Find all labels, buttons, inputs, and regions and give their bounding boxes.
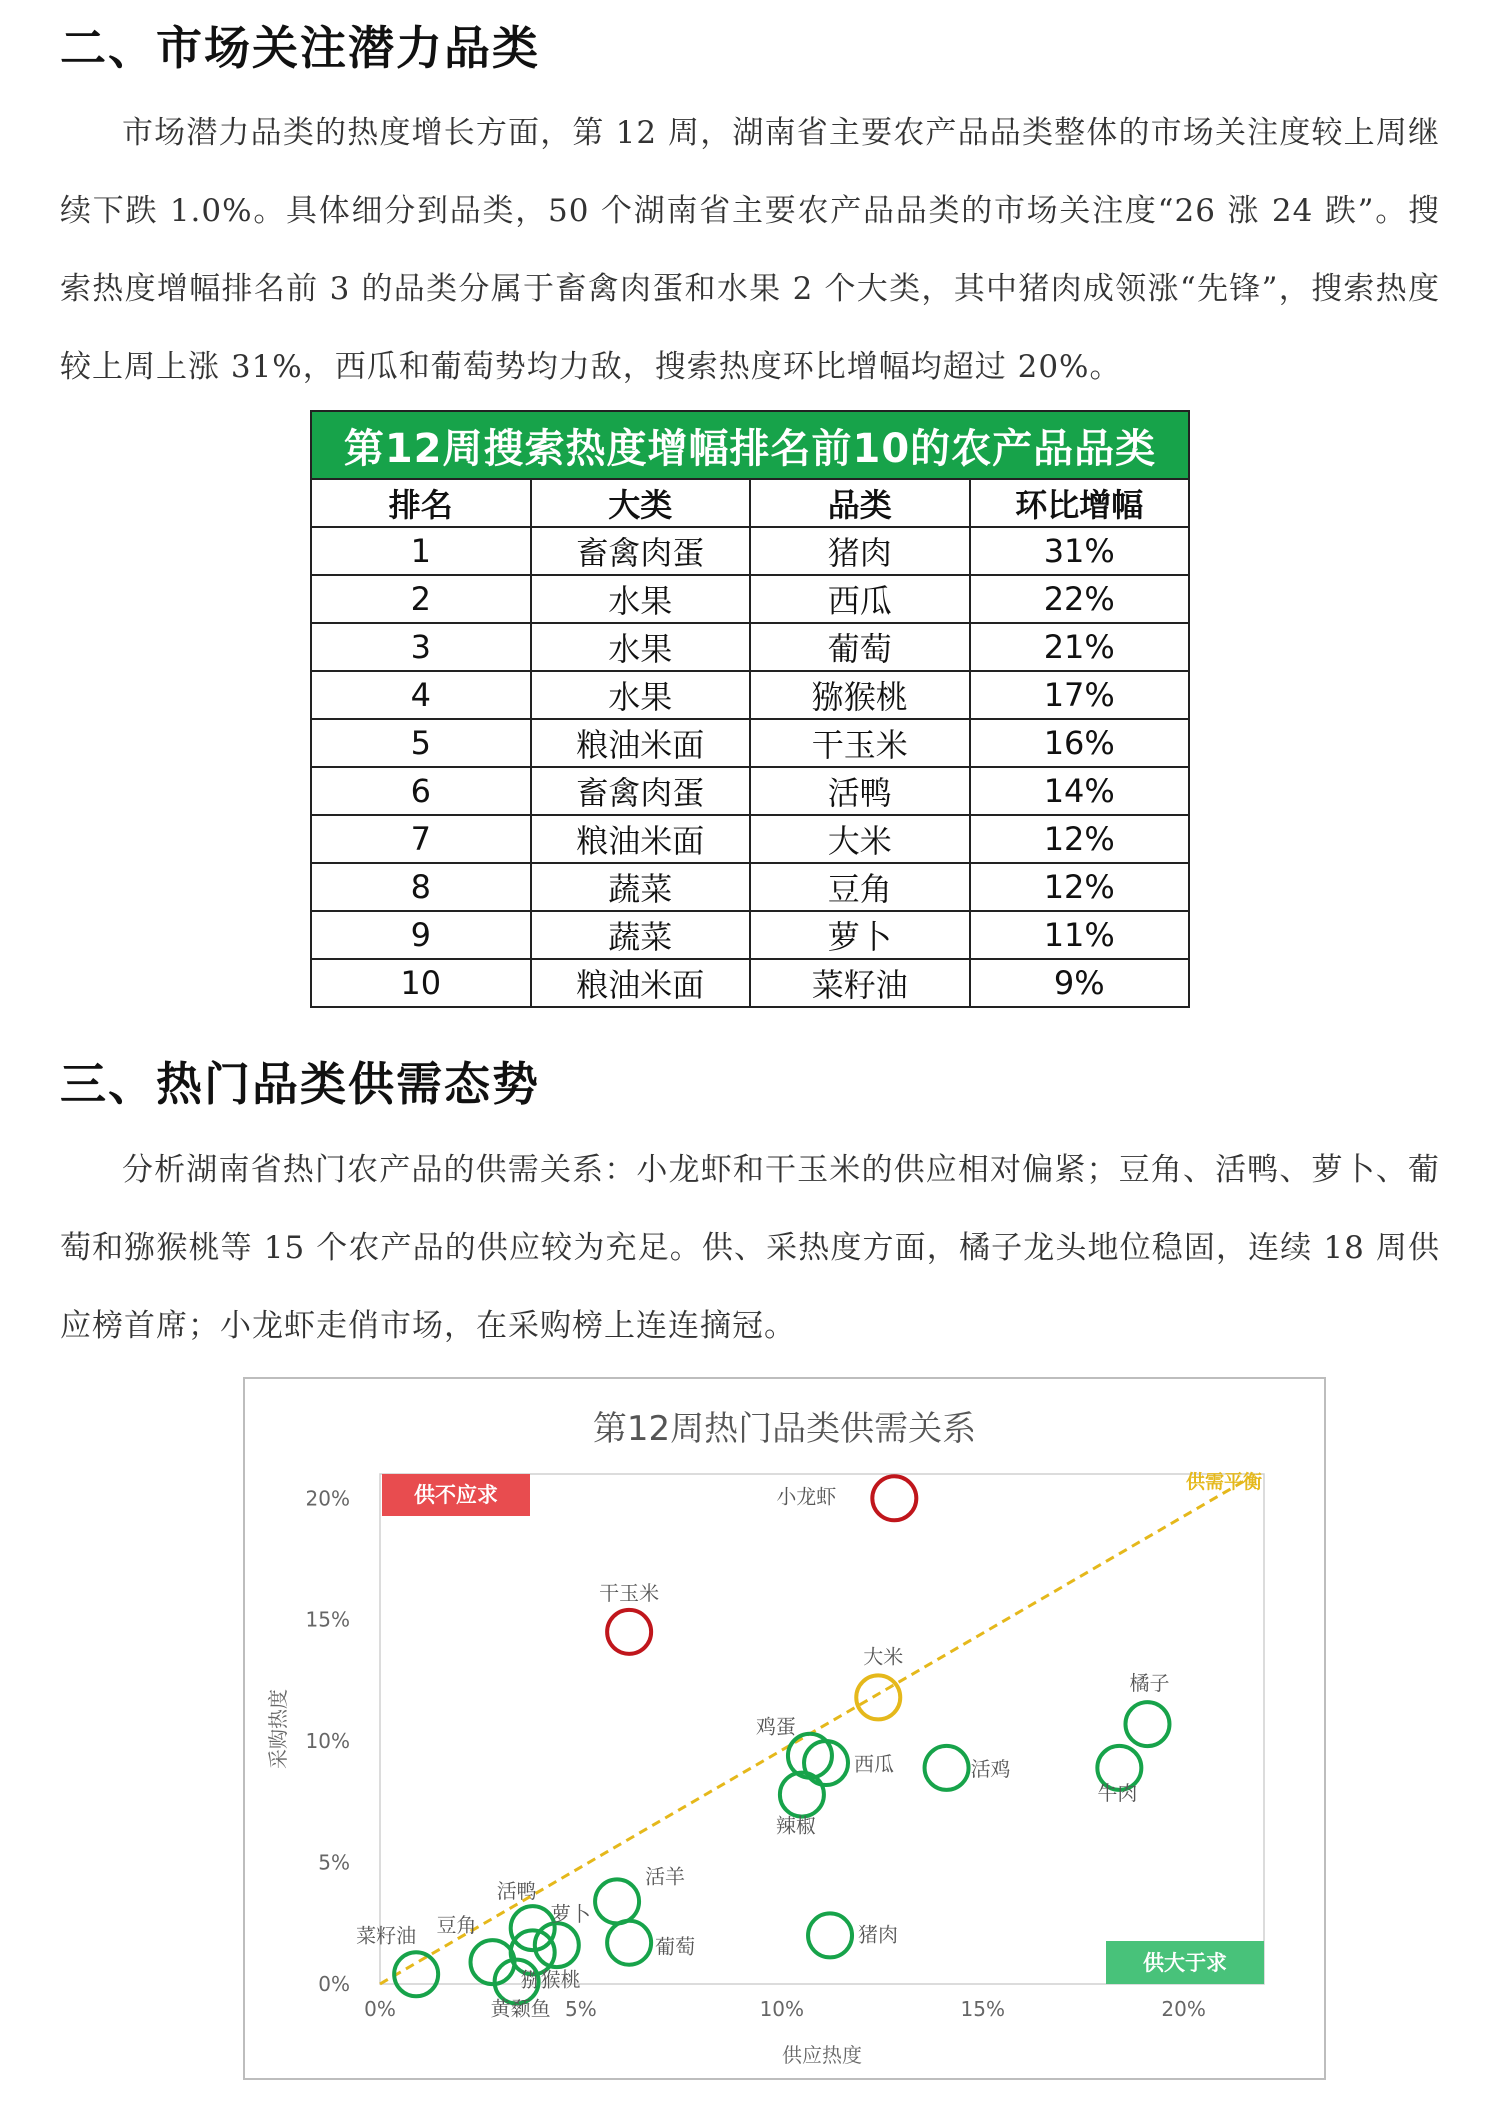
- table-header-row: [311, 479, 1189, 527]
- category-cell: 畜禽肉蛋: [531, 767, 751, 815]
- growth-cell: 21%: [970, 623, 1190, 671]
- point-marker: [535, 1923, 579, 1967]
- rank-cell: 7: [311, 815, 531, 863]
- point-label: 小龙虾: [776, 1484, 837, 1509]
- header-item: 品类: [750, 479, 970, 527]
- table-row: [311, 863, 1189, 911]
- table-row: [311, 959, 1189, 1007]
- item-cell: 葡萄: [750, 623, 970, 671]
- item-cell: 猪肉: [750, 527, 970, 575]
- header-category: 大类: [531, 479, 751, 527]
- category-cell: 蔬菜: [531, 863, 751, 911]
- growth-cell: 14%: [970, 767, 1190, 815]
- rank-cell: 4: [311, 671, 531, 719]
- table-row: [311, 671, 1189, 719]
- table-row: [311, 911, 1189, 959]
- point-marker: [780, 1773, 824, 1817]
- point-label: 干玉米: [599, 1580, 660, 1605]
- growth-cell: 22%: [970, 575, 1190, 623]
- growth-cell: 31%: [970, 527, 1190, 575]
- x-tick-label: 20%: [1161, 1997, 1206, 2021]
- y-tick-label: 10%: [305, 1729, 350, 1754]
- surplus-label: 供大于求: [1143, 1951, 1227, 1975]
- section-3-paragraph: 分析湖南省热门农产品的供需关系：小龙虾和干玉米的供应相对偏紧；豆角、活鸭、萝卜、葡萄和猕猴桃等 15 个农产品的供应较为充足。供、采热度方面，橘子龙头地位稳固，连续 18 周供应榜首席；小龙虾走俏市场，在采购榜上连连摘冠。: [60, 1152, 1440, 1344]
- point-label: 豆角: [436, 1913, 477, 1938]
- category-cell: 粮油米面: [531, 815, 751, 863]
- category-cell: 蔬菜: [531, 911, 751, 959]
- point-label: 萝卜: [550, 1902, 591, 1927]
- item-cell: 大米: [750, 815, 970, 863]
- growth-cell: 9%: [970, 959, 1190, 1007]
- table-row: [311, 767, 1189, 815]
- point-label: 辣椒: [775, 1813, 816, 1838]
- category-cell: 畜禽肉蛋: [531, 527, 751, 575]
- rank-cell: 5: [311, 719, 531, 767]
- point-label: 西瓜: [854, 1752, 895, 1776]
- point-label: 大米: [863, 1644, 904, 1669]
- point-marker: [804, 1741, 848, 1785]
- table-row: [311, 623, 1189, 671]
- section-2-paragraph: 市场潜力品类的热度增长方面，第 12 周，湖南省主要农产品品类整体的市场关注度较上周继续下跌 1.0%。具体细分到品类，50 个湖南省主要农产品品类的市场关注度“26 涨 24 跌”。搜索热度增幅排名前 3 的品类分属于畜禽肉蛋和水果 2 个大类，其中猪肉成领涨“先锋”，搜索热度较上周上涨 31%，西瓜和葡萄势均力敌，搜索热度环比增幅均超过 20%。: [60, 115, 1440, 385]
- header-growth: 环比增幅: [970, 479, 1190, 527]
- point-marker: [808, 1913, 852, 1957]
- point-marker: [607, 1610, 651, 1654]
- point-label: 猕猴桃: [520, 1967, 581, 1992]
- item-cell: 豆角: [750, 863, 970, 911]
- table-row: [311, 719, 1189, 767]
- x-tick-label: 0%: [364, 1997, 396, 2021]
- rank-cell: 2: [311, 575, 531, 623]
- growth-cell: 16%: [970, 719, 1190, 767]
- category-cell: 水果: [531, 623, 751, 671]
- supply-demand-chart: [243, 1377, 1326, 2080]
- category-cell: 粮油米面: [531, 959, 751, 1007]
- growth-cell: 17%: [970, 671, 1190, 719]
- point-label: 活鸡: [970, 1756, 1011, 1781]
- point-label: 活鸭: [496, 1879, 537, 1904]
- rank-cell: 8: [311, 863, 531, 911]
- point-label: 牛肉: [1097, 1780, 1138, 1805]
- category-cell: 水果: [531, 671, 751, 719]
- y-tick-label: 0%: [318, 1972, 350, 1996]
- point-label: 猪肉: [858, 1922, 899, 1947]
- item-cell: 猕猴桃: [750, 671, 970, 719]
- y-axis-title: 采购热度: [266, 1689, 290, 1769]
- table-row: [311, 815, 1189, 863]
- y-tick-label: 15%: [305, 1607, 350, 1632]
- point-marker: [1125, 1702, 1169, 1746]
- point-label: 橘子: [1129, 1671, 1170, 1696]
- item-cell: 干玉米: [750, 719, 970, 767]
- category-cell: 水果: [531, 575, 751, 623]
- x-tick-label: 5%: [565, 1997, 597, 2021]
- section-2-heading: 二、市场关注潜力品类: [60, 21, 540, 75]
- chart-canvas: [245, 1379, 1324, 2078]
- point-marker: [595, 1879, 639, 1923]
- x-axis-title: 供应热度: [782, 2043, 862, 2067]
- table-title: 第12周搜索热度增幅排名前10的农产品品类: [311, 411, 1189, 479]
- item-cell: 活鸭: [750, 767, 970, 815]
- rank-cell: 3: [311, 623, 531, 671]
- shortage-label: 供不应求: [414, 1483, 498, 1507]
- y-tick-label: 5%: [318, 1850, 350, 1875]
- header-rank: 排名: [311, 479, 531, 527]
- rank-cell: 6: [311, 767, 531, 815]
- balance-line: [380, 1479, 1248, 1984]
- point-marker: [511, 1906, 555, 1950]
- category-cell: 粮油米面: [531, 719, 751, 767]
- balance-label: 供需平衡: [1185, 1471, 1263, 1493]
- point-marker: [856, 1675, 900, 1719]
- ranking-table: [310, 410, 1190, 1008]
- point-label: 葡萄: [655, 1934, 696, 1959]
- table-row: [311, 527, 1189, 575]
- point-label: 黄颡鱼: [490, 1996, 551, 2021]
- chart-title: 第12周热门品类供需关系: [592, 1409, 977, 1449]
- point-marker: [872, 1476, 916, 1520]
- table-row: [311, 575, 1189, 623]
- growth-cell: 12%: [970, 815, 1190, 863]
- point-label: 鸡蛋: [755, 1714, 796, 1739]
- y-tick-label: 20%: [305, 1486, 350, 1511]
- growth-cell: 11%: [970, 911, 1190, 959]
- x-tick-label: 10%: [759, 1997, 805, 2021]
- item-cell: 菜籽油: [750, 959, 970, 1007]
- point-label: 活羊: [645, 1864, 686, 1889]
- item-cell: 西瓜: [750, 575, 970, 623]
- item-cell: 萝卜: [750, 911, 970, 959]
- section-3-heading: 三、热门品类供需态势: [60, 1057, 540, 1111]
- rank-cell: 10: [311, 959, 531, 1007]
- point-marker: [925, 1746, 969, 1790]
- point-marker: [394, 1952, 438, 1996]
- rank-cell: 1: [311, 527, 531, 575]
- growth-cell: 12%: [970, 863, 1190, 911]
- point-marker: [607, 1921, 651, 1965]
- x-tick-label: 15%: [960, 1997, 1005, 2021]
- rank-cell: 9: [311, 911, 531, 959]
- point-label: 菜籽油: [356, 1923, 417, 1948]
